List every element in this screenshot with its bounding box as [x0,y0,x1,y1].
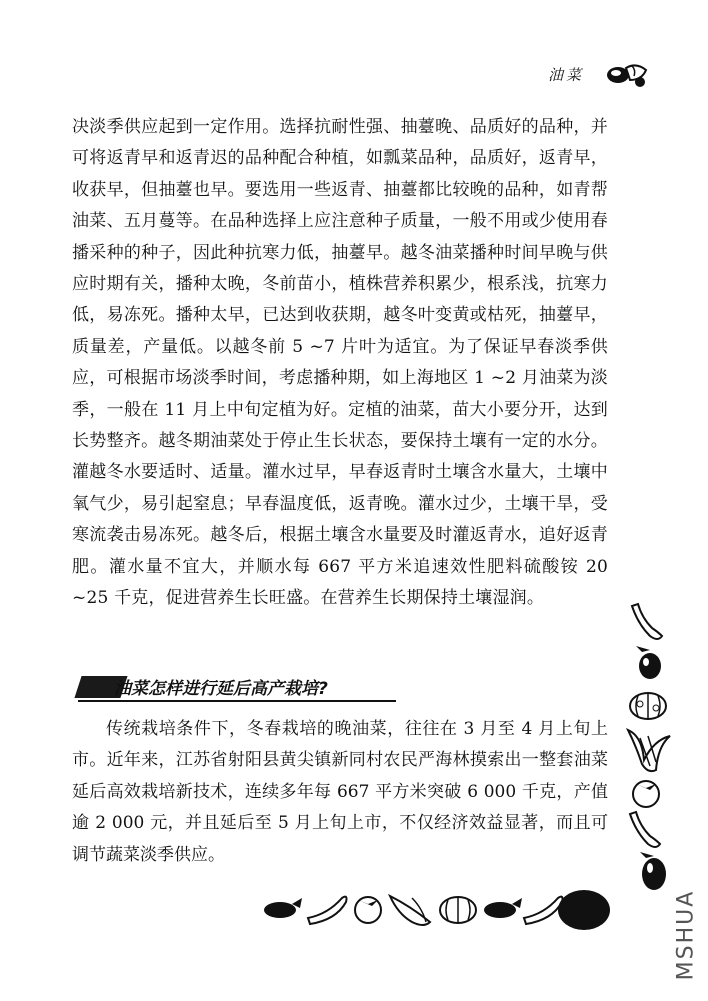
pumpkin-icon [630,693,666,719]
watermark [666,880,706,990]
chinese-cabbage-icon [628,730,670,771]
eggplant-icon [264,898,302,918]
section-heading-text: 油菜怎样进行延后高产栽培? [114,679,328,699]
watermark-text: MSHUA [673,889,699,981]
cucumber-icon [630,812,660,847]
tomato-icon [355,897,381,923]
running-head: 油菜 [548,66,585,84]
bottom-ornament-strip [262,878,612,938]
side-ornament-strip [618,600,678,900]
pumpkin-icon [440,897,476,923]
body-paragraph-2: 传统栽培条件下，冬春栽培的晚油菜，往往在 3 月至 4 月上旬上市。近年来，江苏省射阳县黄尖镇新同村农民严海林摸索出一整套油菜延后高效栽培新技术，连续多年每 667 平方米突破 6 000 千克，产值逾 2 000 元，并且延后至 5 月上旬上市，不仅经济效益显著，而且可调节蔬菜淡季供应。 [72,719,608,865]
cucumber-icon [524,897,563,924]
eggplant-icon [640,852,666,890]
cucumber-icon [632,604,662,639]
eggplant-icon [636,646,661,679]
chinese-cabbage-icon [390,896,430,925]
vegetable-cluster-icon [604,60,650,90]
section-heading [78,672,418,700]
eggplant-icon [484,898,522,918]
folio-oval-icon [558,890,610,930]
body-paragraph: 决淡季供应起到一定作用。选择抗耐性强、抽薹晚、品质好的品种，并可将返青早和返青迟的品种配合种植，如瓢菜品种，品质好，返青早，收获早，但抽薹也早。要选用一些返青、抽薹都比较晚的品种，如青帮油菜、五月蔓等。在品种选择上应注意种子质量，一般不用或少使用春播采种的种子，因此种抗寒力低，抽薹早。越冬油菜播种时间早晚与供应时期有关，播种太晚，冬前苗小，植株营养积累少，根系浅，抗寒力低，易冻死。播种太早，已达到收获期，越冬叶变黄或枯死，抽薹早，质量差，产量低。以越冬前 5 ~7 片叶为适宜。为了保证早春淡季供应，可根据市场淡季时间，考虑播种期，如上海地区 1 ~2 月油菜为淡季，一般在 11 月上中旬定植为好。定植的油菜，苗大小要分开，达到长势整齐。越冬期油菜处于停止生长状态，要保持土壤有一定的水分。灌越冬水要适时、适量。灌水过早，早春返青时土壤含水量大，土壤中氧气少，易引起窒息；早春温度低，返青晚。灌水过少，土壤干旱，受寒流袭击易冻死。越冬后，根据土壤含水量要及时灌返青水，追好返青肥。灌水量不宜大，并顺水每 667 平方米追速效性肥料硫酸铵 20 ~25 千克，促进营养生长旺盛。在营养生长期保持土壤湿润。 [72,117,608,609]
tomato-icon [633,781,659,807]
heading-underline [78,700,396,702]
cucumber-icon [308,897,347,924]
